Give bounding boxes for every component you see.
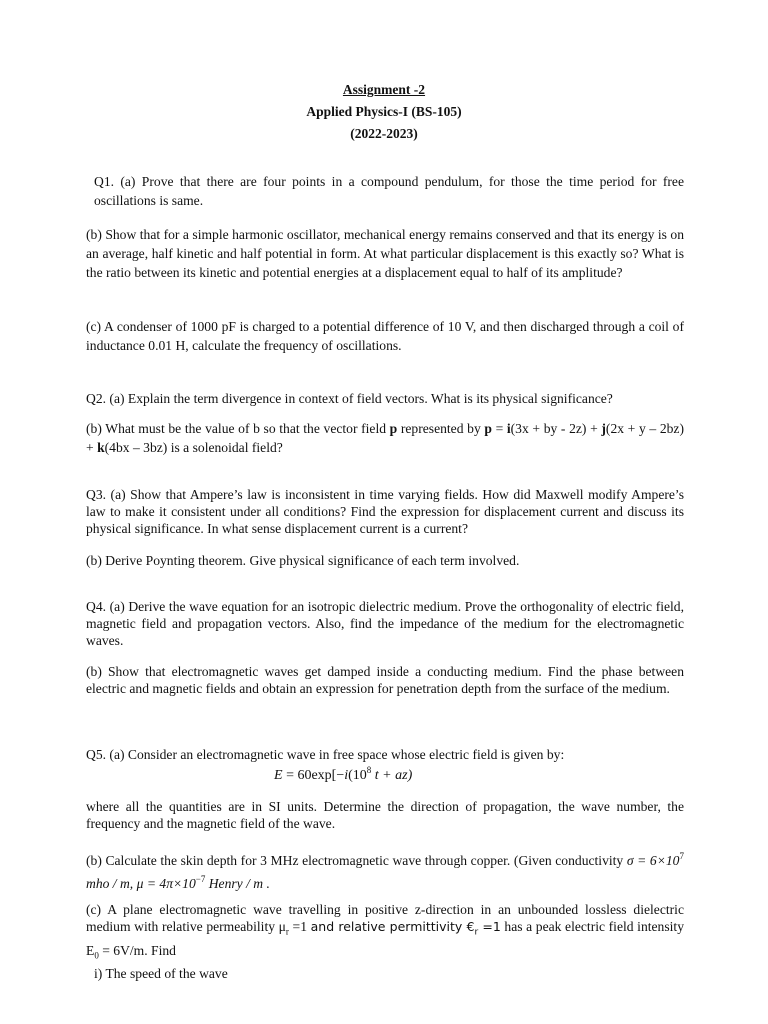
q4-part-a: Q4. (a) Derive the wave equation for an isotropic dielectric medium. Prove the orthogonality of electric field, magnetic field and propagation vectors. Also, find the impedance of the medium for the electromagnetic waves. xyxy=(86,599,684,648)
q2-part-b: (b) What must be the value of b so that the vector field p represented by p = i(3x + by - 2z) + j(2x + y – 2bz) + k(4bx – 3bz) is a solenoidal field? xyxy=(86,421,684,455)
q5-part-a-continued: where all the quantities are in SI units. Determine the direction of propagation, the wave number, the frequency and the magnetic field of the wave. xyxy=(86,799,684,831)
q1-part-c: (c) A condenser of 1000 pF is charged to a potential difference of 10 V, and then discharged through a coil of inductance 0.01 H, calculate the frequency of oscillations. xyxy=(86,319,684,353)
q5-part-a: Q5. (a) Consider an electromagnetic wave in free space whose electric field is given by: xyxy=(86,747,565,762)
q5-part-c-item-i: i) The speed of the wave xyxy=(94,966,228,981)
q4-part-b: (b) Show that electromagnetic waves get damped inside a conducting medium. Find the phase between electric and magnetic fields and obtain an expression for penetration depth from the surface of the medium. xyxy=(86,664,684,696)
q1-part-b: (b) Show that for a simple harmonic oscillator, mechanical energy remains conserved and that its energy is on an average, half kinetic and half potential in form. At what particular displacement is this exactly so? What is the ratio between its kinetic and potential energies at a displacement equal to half of its amplitude? xyxy=(86,227,684,280)
electric-field-equation: $E = 60\exp[-i(10^8$ t + az) xyxy=(274,765,413,783)
q5-part-c: (c) A plane electromagnetic wave travelling in positive z-direction in an unbounded lossless dielectric medium with relative permeability $\mu_r =1$ and relative permittivity $€_r =1$ has a peak electric field intensity $E_0 = 6V/m$. Find xyxy=(86,902,684,961)
session-year: (2022-2023) xyxy=(350,126,418,141)
assignment-title: Assignment -2 xyxy=(342,82,426,97)
q2-part-a: Q2. (a) Explain the term divergence in context of field vectors. What is its physical significance? xyxy=(86,391,613,406)
q3-part-b: (b) Derive Poynting theorem. Give physical significance of each term involved. xyxy=(86,553,520,568)
q3-part-a: Q3. (a) Show that Ampere’s law is inconsistent in time varying fields. How did Maxwell modify Ampere’s law to make it consistent under all conditions? Find the expression for displacement current and discuss its physical significance. In what sense displacement current is a current? xyxy=(86,487,684,536)
course-title: Applied Physics-I (BS-105) xyxy=(306,104,462,119)
q5-part-b: (b) Calculate the skin depth for 3 MHz electromagnetic wave through copper. (Given conductivity $\sigma = 6\times 10^7$ mho / m, $\mu = 4\pi\times 10^{-7}$ Henry / m . xyxy=(86,851,684,891)
q1-part-a: Q1. (a) Prove that there are four points in a compound pendulum, for those the time period for free oscillations is same. xyxy=(94,174,684,208)
